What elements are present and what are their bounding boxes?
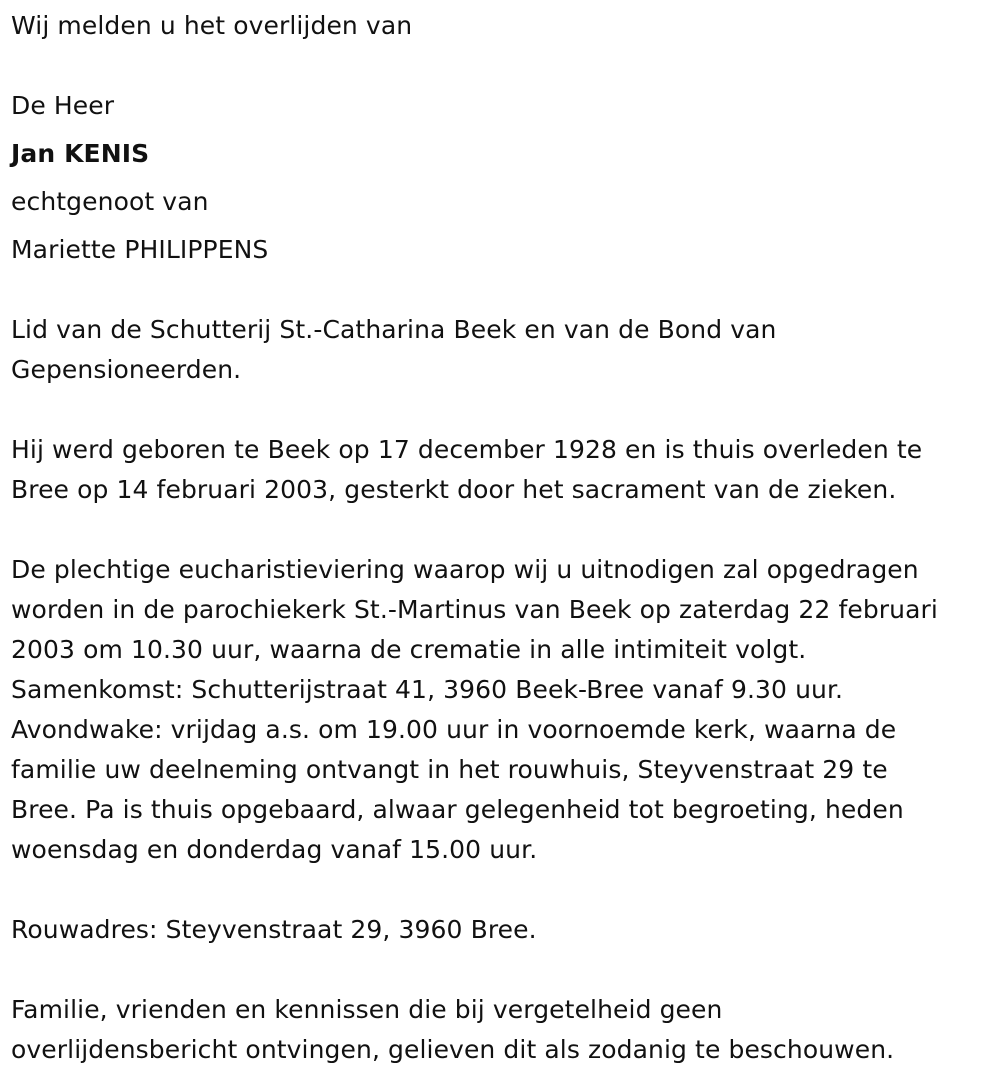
- closing-paragraph: Familie, vrienden en kennissen die bij vergetelheid geen overlijdensbericht ontvingen, gelieven dit als zodanig te beschouwen.: [11, 995, 895, 1064]
- ceremony-paragraph: De plechtige eucharistieviering waarop wij u uitnodigen zal opgedragen worden in de parochiekerk St.-Martinus van Beek op zaterdag 22 februari 2003 om 10.30 uur, waarna de crematie in alle intimiteit volgt. Samenkomst: Schutterijstraat 41, 3960 Beek-Bree vanaf 9.30 uur. Avondwake: vrijdag a.s. om 19.00 uur in voornoemde kerk, waarna de familie uw deelneming ontvangt in het rouwhuis, Steyvenstraat 29 te Bree. Pa is thuis opgebaard, alwaar gelegenheid tot begroeting, heden woensdag en donderdag vanaf 15.00 uur.: [11, 555, 938, 864]
- spouse-name: Mariette PHILIPPENS: [11, 235, 269, 264]
- honorific-title: De Heer: [11, 91, 115, 120]
- opening-line: Wij melden u het overlijden van: [11, 11, 413, 40]
- spouse-label: echtgenoot van: [11, 187, 209, 216]
- deceased-name: Jan KENIS: [11, 139, 150, 168]
- membership-paragraph: Lid van de Schutterij St.-Catharina Beek en van de Bond van Gepensioneerden.: [11, 315, 777, 384]
- birth-death-paragraph: Hij werd geboren te Beek op 17 december 1928 en is thuis overleden te Bree op 14 februari 2003, gesterkt door het sacrament van de zieken.: [11, 435, 923, 504]
- mourning-address: Rouwadres: Steyvenstraat 29, 3960 Bree.: [11, 915, 537, 944]
